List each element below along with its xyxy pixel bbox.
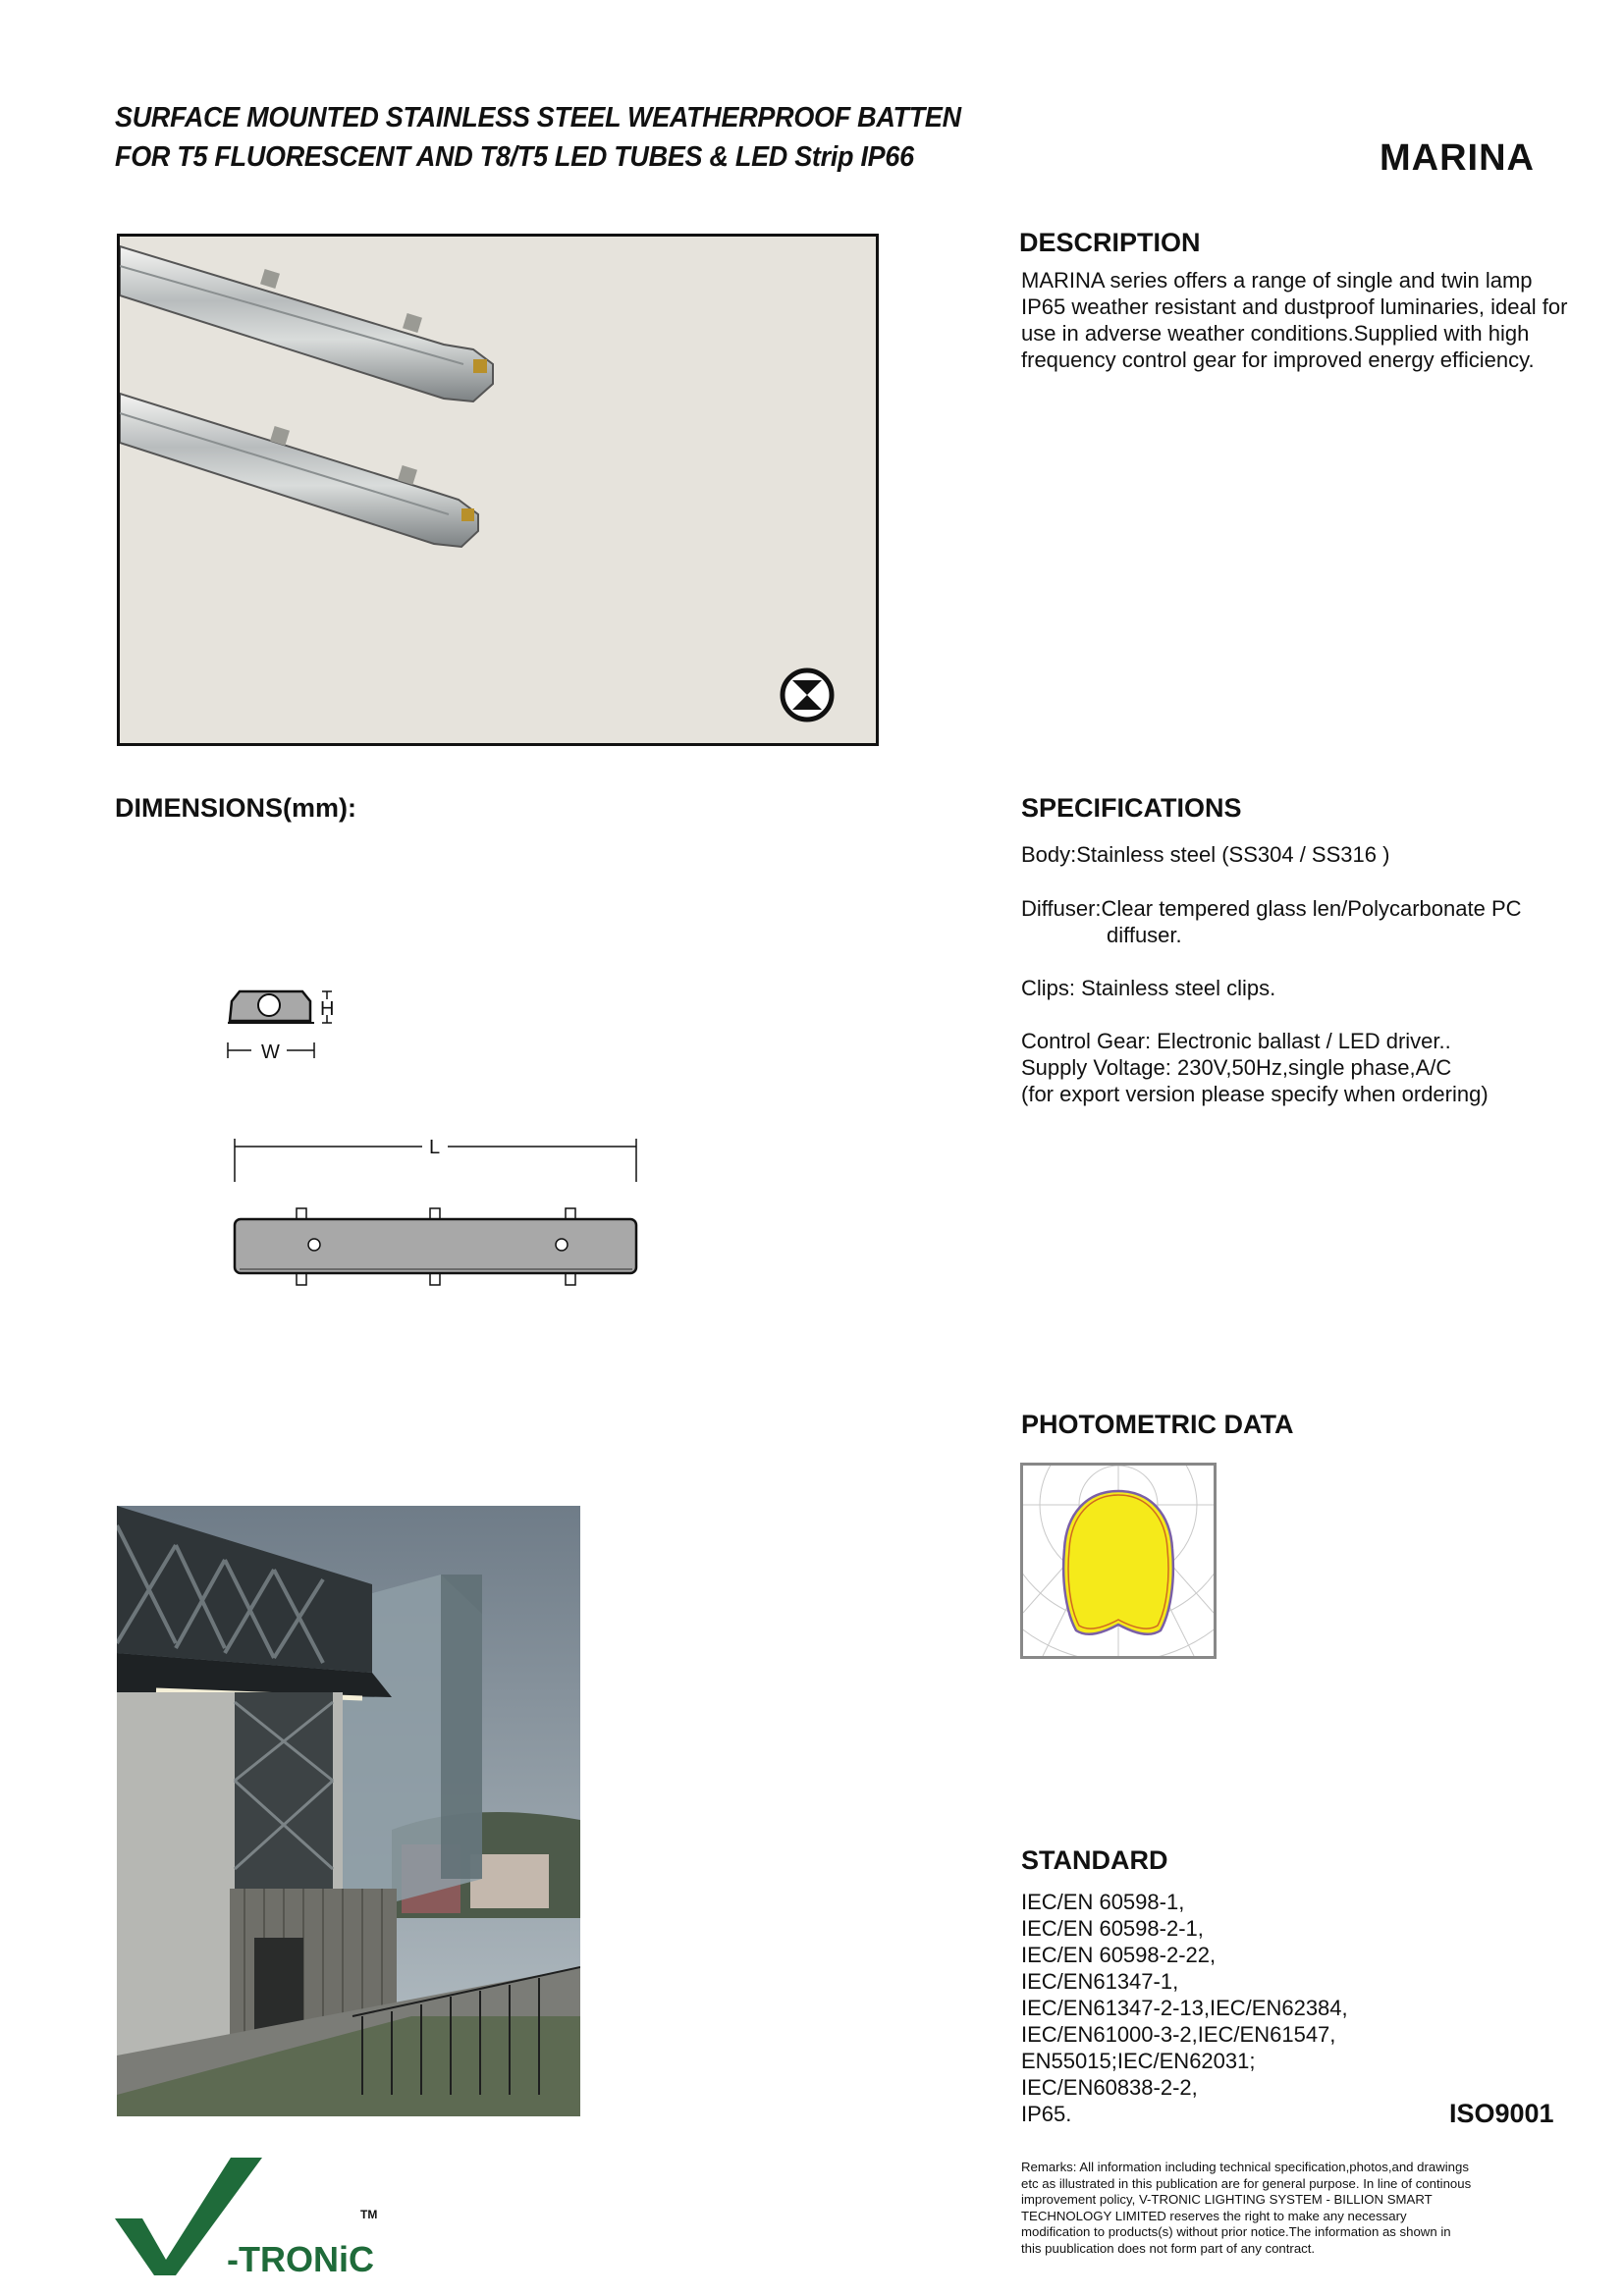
standard-item: IEC/EN60838-2-2, [1021, 2075, 1198, 2100]
standard-list [1021, 1889, 1348, 2127]
standard-item: EN55015;IEC/EN62031; [1021, 2049, 1256, 2073]
product-photo [117, 234, 879, 746]
spec-supply-voltage: Supply Voltage: 230V,50Hz,single phase,A/C [1021, 1055, 1452, 1080]
spec-body: Body:Stainless steel (SS304 / SS316 ) [1021, 842, 1390, 867]
length-dimension [235, 1137, 636, 1182]
product-brand: MARINA [1380, 137, 1535, 179]
standard-item: IEC/EN 60598-1, [1021, 1890, 1185, 1914]
trademark-mark: TM [360, 2208, 378, 2221]
dimension-drawing [216, 972, 668, 1296]
remarks-text: Remarks: All information including technical specification,photos,and drawings etc as illustrated in this publication are for general purpose. In line of continous improvement policy, V-TRONIC LIGHTING SYSTEM - BILLION SMART TECHNOLOGY LIMITED reserves the right to make any necessary modification to products(s) without prior notice.The information as shown in this puublication does not form part of any contract. [1021, 2160, 1472, 2256]
side-view [235, 1208, 636, 1285]
batten-illustration [120, 237, 876, 743]
specifications-heading: SPECIFICATIONS [1021, 793, 1242, 823]
standard-item: IEC/EN61347-1, [1021, 1969, 1179, 1994]
photometric-diagram [1020, 1463, 1217, 1659]
logo-wordmark: -TRONiC [227, 2239, 374, 2277]
company-logo [115, 2150, 409, 2277]
batten-lower [120, 394, 478, 547]
building-illustration [117, 1506, 580, 2116]
spec-export-note: (for export version please specify when ordering) [1021, 1082, 1489, 1106]
description-text: MARINA series offers a range of single and twin lamp IP65 weather resistant and dustproof luminaries, ideal for use in adverse weather conditions.Supplied with high frequency control gear for improved energy efficiency. [1021, 268, 1568, 372]
spec-clips: Clips: Stainless steel clips. [1021, 976, 1276, 1000]
standard-item: IEC/EN 60598-2-1, [1021, 1916, 1204, 1941]
standard-item: IEC/EN61000-3-2,IEC/EN61547, [1021, 2022, 1336, 2047]
spec-diffuser [1021, 895, 1571, 948]
standard-heading: STANDARD [1021, 1845, 1168, 1875]
impact-rating-icon [783, 670, 832, 720]
polar-curve [1023, 1466, 1214, 1656]
checkmark-logo-icon [115, 2150, 409, 2277]
dim-label-w: W [261, 1041, 280, 1063]
spec-diffuser-line1: Diffuser:Clear tempered glass len/Polycarbonate PC [1021, 896, 1522, 921]
spec-control-gear: Control Gear: Electronic ballast / LED driver.. [1021, 1029, 1451, 1053]
iso-certification: ISO9001 [1449, 2099, 1554, 2128]
cross-section [228, 991, 334, 1063]
photometric-heading: PHOTOMETRIC DATA [1021, 1410, 1294, 1439]
standard-item: IEC/EN 60598-2-22, [1021, 1943, 1217, 1967]
title-line-2: FOR T5 FLUORESCENT AND T8/T5 LED TUBES & LED Strip IP66 [115, 141, 914, 173]
dimensions-heading: DIMENSIONS(mm): [115, 793, 357, 823]
description-heading: DESCRIPTION [1019, 228, 1201, 257]
batten-upper [120, 246, 493, 401]
spec-diffuser-line2: diffuser. [1107, 923, 1182, 947]
dim-label-l: L [429, 1137, 441, 1158]
document-title [115, 98, 1119, 177]
dimension-diagram [216, 972, 668, 1296]
standard-item: IP65. [1021, 2102, 1072, 2126]
spec-electrical [1021, 1028, 1571, 1107]
application-photo [117, 1506, 580, 2116]
dim-label-h: H [320, 998, 335, 1020]
title-line-1: SURFACE MOUNTED STAINLESS STEEL WEATHERPROOF BATTEN [115, 102, 961, 133]
light-distribution-curve [1063, 1491, 1173, 1634]
standard-item: IEC/EN61347-2-13,IEC/EN62384, [1021, 1996, 1348, 2020]
